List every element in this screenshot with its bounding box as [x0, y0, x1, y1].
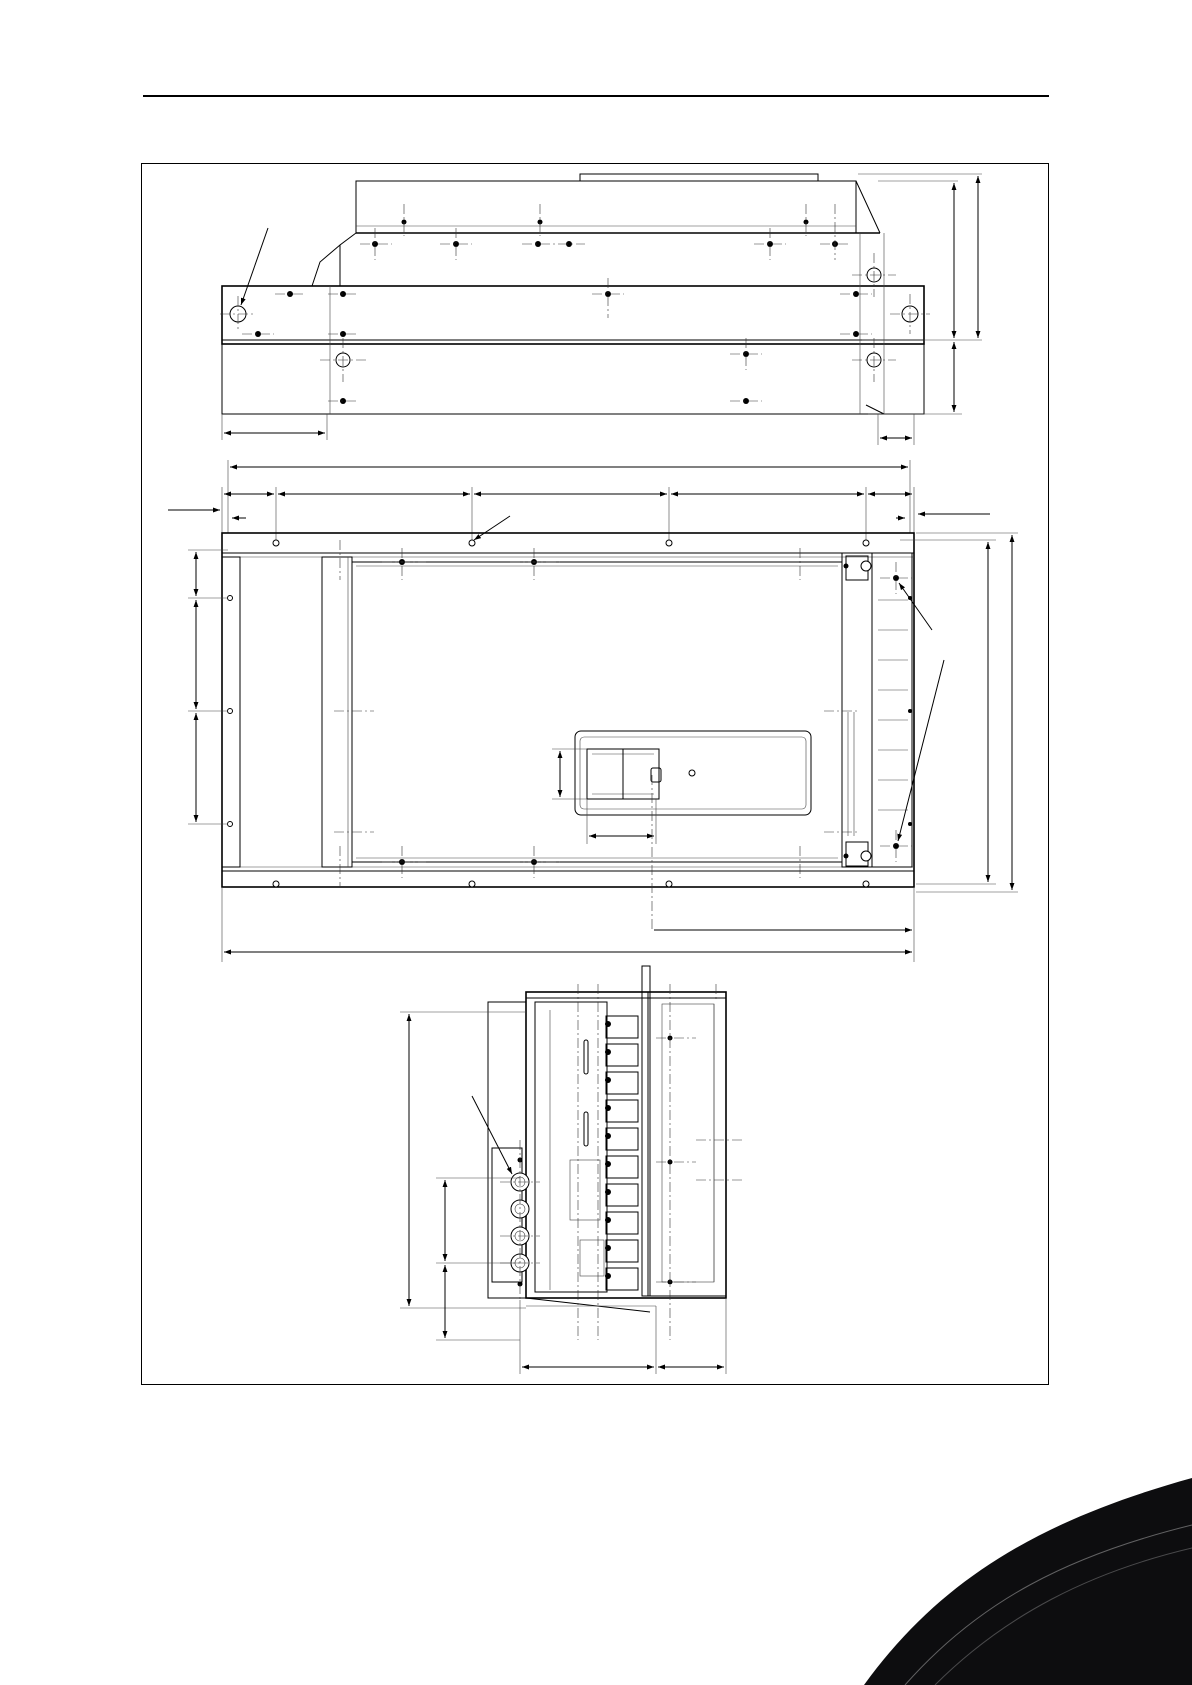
swoosh-logo-icon [864, 1478, 1192, 1685]
top-view [168, 460, 1018, 962]
side-view-fastener-holes [255, 220, 859, 405]
top-view-mounting-holes [228, 540, 913, 887]
end-view-terminals [605, 1016, 638, 1290]
end-view [400, 966, 744, 1374]
side-view [220, 174, 982, 445]
